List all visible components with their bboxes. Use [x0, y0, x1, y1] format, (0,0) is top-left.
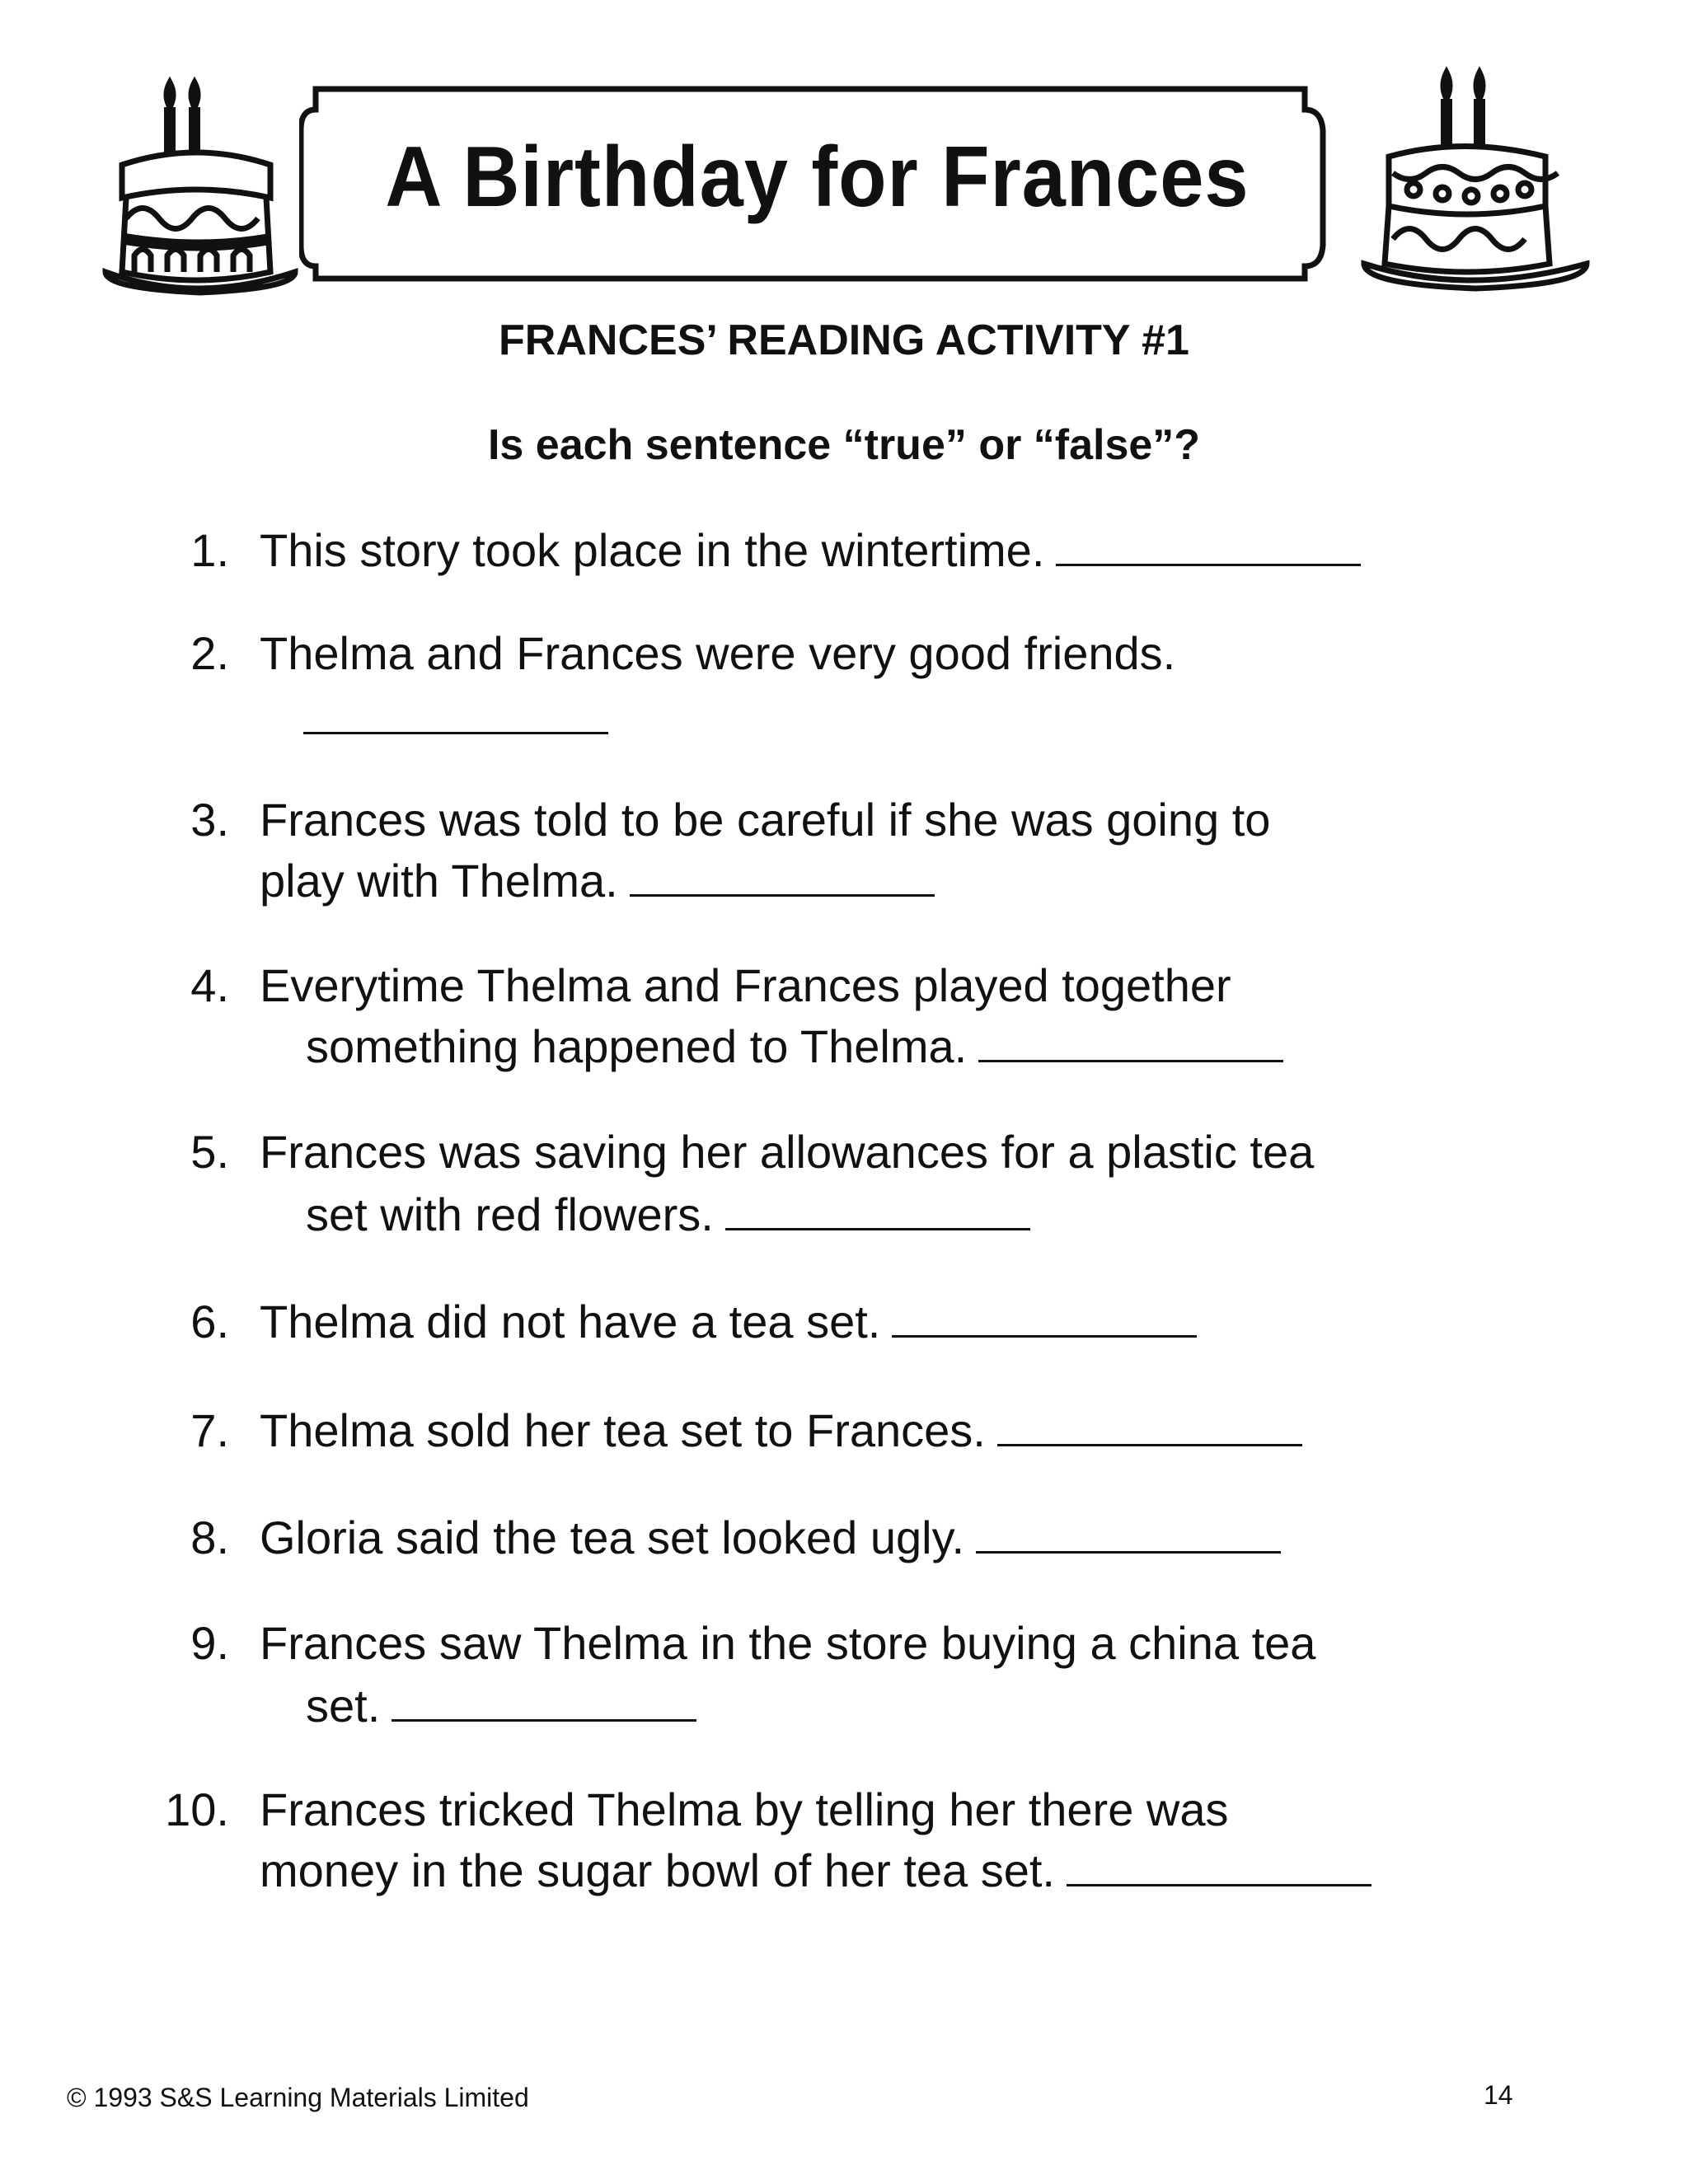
item-number: 6.: [190, 1296, 229, 1347]
question-text: Frances tricked Thelma by telling her there was: [260, 1783, 1229, 1835]
page-title: A Birthday for Frances: [385, 129, 1250, 225]
answer-blank-10[interactable]: [1067, 1846, 1372, 1886]
question-item-2-answer: [292, 692, 608, 745]
item-number: 4.: [190, 959, 229, 1011]
question-text: Thelma and Frances were very good friends.: [260, 627, 1176, 679]
page-number: 14: [1484, 2080, 1513, 2110]
question-item-6: [260, 1296, 1197, 1348]
question-text: something happened to Thelma.: [306, 1020, 968, 1072]
item-number: 10.: [165, 1783, 229, 1835]
item-number: 2.: [190, 627, 229, 679]
question-text: Gloria said the tea set looked ugly.: [260, 1511, 965, 1563]
question-item-5: [306, 1188, 1030, 1241]
question-text: play with Thelma.: [260, 855, 618, 907]
item-number: 9.: [190, 1617, 229, 1669]
question-text: Everytime Thelma and Frances played together: [260, 959, 1231, 1011]
activity-heading: FRANCES’ READING ACTIVITY #1: [499, 316, 1189, 364]
answer-blank-8[interactable]: [976, 1513, 1281, 1554]
item-number: 1.: [190, 524, 229, 576]
item-number: 7.: [190, 1404, 229, 1456]
answer-blank-7[interactable]: [997, 1406, 1302, 1446]
question-item-1: [260, 524, 1361, 577]
item-number: 5.: [190, 1126, 229, 1178]
answer-blank-4[interactable]: [978, 1022, 1283, 1062]
birthday-cake-right-icon: [1356, 66, 1595, 297]
question-text: money in the sugar bowl of her tea set.: [260, 1844, 1055, 1896]
question-item-8: [260, 1511, 1281, 1564]
answer-blank-9[interactable]: [392, 1681, 696, 1722]
item-number: 3.: [190, 794, 229, 846]
question-text: set.: [306, 1680, 381, 1732]
answer-blank-5[interactable]: [725, 1190, 1030, 1230]
instruction-text: Is each sentence “true” or “false”?: [487, 421, 1201, 469]
question-item-10: [260, 1844, 1372, 1897]
question-text: set with red flowers.: [306, 1188, 714, 1240]
question-text: Thelma did not have a tea set.: [260, 1296, 881, 1347]
question-text: Frances was told to be careful if she was going to: [260, 794, 1271, 846]
copyright-notice: © 1993 S&S Learning Materials Limited: [67, 2083, 529, 2112]
question-item-9: [306, 1680, 696, 1732]
question-item-4: [306, 1020, 1283, 1073]
answer-blank-6[interactable]: [892, 1297, 1197, 1338]
birthday-cake-left-icon: [97, 74, 303, 297]
answer-blank-3[interactable]: [630, 856, 935, 897]
question-text: Thelma sold her tea set to Frances.: [260, 1404, 986, 1456]
question-text: This story took place in the wintertime.: [260, 524, 1045, 576]
answer-blank-2[interactable]: [303, 694, 608, 734]
item-number: 8.: [190, 1511, 229, 1563]
answer-blank-1[interactable]: [1056, 526, 1361, 566]
question-text: Frances saw Thelma in the store buying a china tea: [260, 1617, 1316, 1669]
question-text: Frances was saving her allowances for a plastic tea: [260, 1126, 1315, 1178]
question-item-3: [260, 855, 935, 907]
question-item-7: [260, 1404, 1302, 1457]
